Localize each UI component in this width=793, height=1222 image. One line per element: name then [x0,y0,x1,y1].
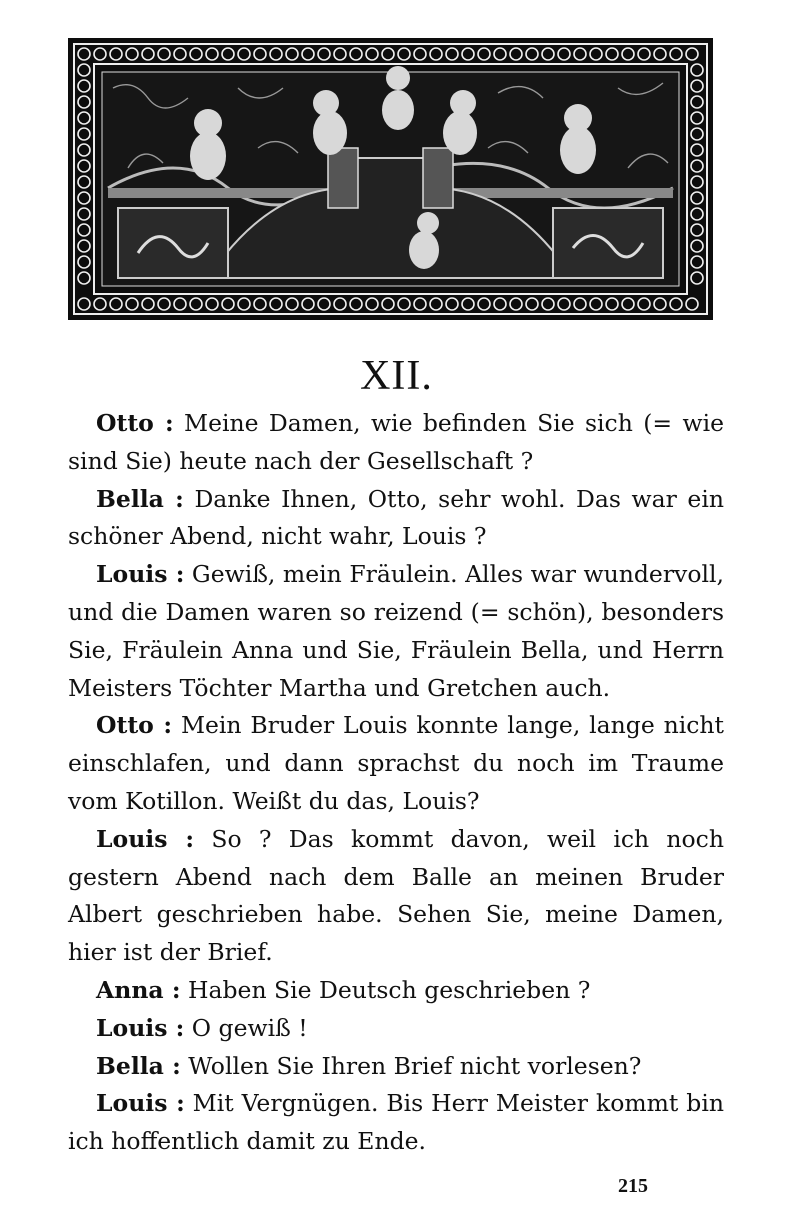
putti-engraving-illustration [68,38,713,320]
page-number: 215 [618,1175,648,1197]
dialogue-line [68,556,724,707]
speaker-name: Otto : [96,711,173,740]
dialogue-text-span: So ? Das kommt davon, weil ich noch gestern Abend nach dem Balle an meinen Bruder Albert geschrieben habe. Sehen Sie, meine Damen, hier ist der Brief. [68,824,724,967]
dialogue-line [68,1085,724,1161]
dialogue-text-span: Danke Ihnen, Otto, sehr wohl. Das war ein schöner Abend, nicht wahr, Louis ? [68,484,724,551]
dialogue-line [68,707,724,820]
speaker-name: Anna : [96,975,181,1004]
dialogue-line [68,972,724,1010]
dialogue-text [68,405,724,1161]
speaker-name: Louis : [96,1013,185,1042]
speaker-name: Louis : [96,1089,185,1118]
dialogue-text-span: Haben Sie Deutsch geschrieben ? [187,975,591,1004]
dialogue-line [68,405,724,481]
speaker-name: Louis : [96,824,195,853]
dialogue-text-span: Gewiß, mein Fräulein. Alles war wundervoll, und die Damen waren so reizend (= schön), besonders Sie, Fräulein Anna und Sie, Fräulein Bella, und Herrn Meisters Töchter Martha und Gretchen auch. [68,560,724,702]
dialogue-text-span: O gewiß ! [191,1013,308,1042]
speaker-name: Bella : [96,1051,181,1080]
dialogue-text-span: Mit Vergnügen. Bis Herr Meister kommt bin ich hoffentlich damit zu Ende. [68,1089,724,1156]
dialogue-text-span: Mein Bruder Louis konnte lange, lange nicht einschlafen, und dann sprachst du noch im Traume vom Kotillon. Weißt du das, Louis? [68,711,724,815]
chapter-heading: XII. [360,353,433,399]
dialogue-line [68,1048,724,1086]
dialogue-line [68,481,724,557]
dialogue-text-span: Meine Damen, wie befinden Sie sich (= wie sind Sie) heute nach der Gesellschaft ? [68,409,724,475]
decorative-header-engraving [68,38,713,320]
dialogue-line [68,1010,724,1048]
speaker-name: Bella : [96,484,184,513]
dialogue-line [68,821,724,972]
speaker-name: Otto : [96,409,174,437]
speaker-name: Louis : [96,560,185,589]
dialogue-text-span: Wollen Sie Ihren Brief nicht vorlesen? [188,1051,642,1080]
